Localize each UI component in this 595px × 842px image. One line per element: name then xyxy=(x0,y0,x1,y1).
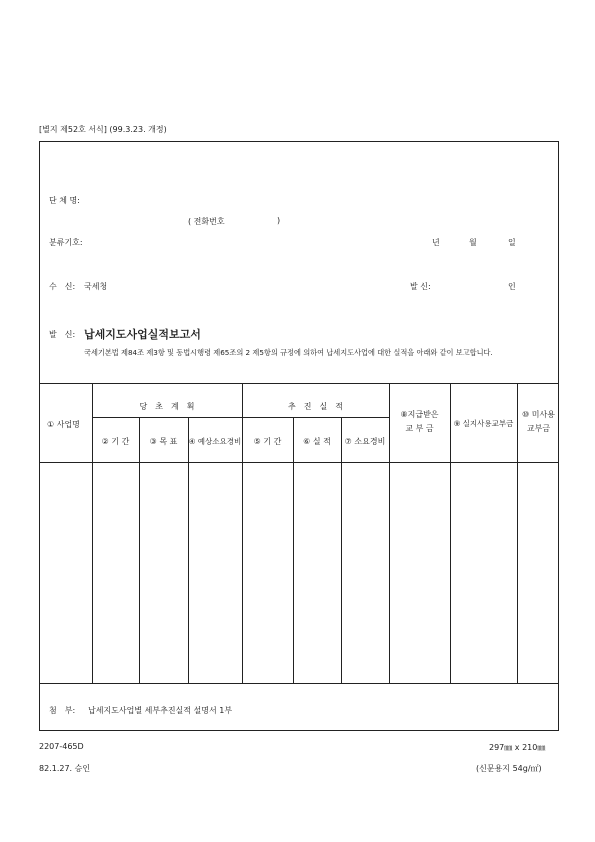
report-title: 납세지도사업실적보고서 xyxy=(84,328,201,341)
table-divider xyxy=(139,417,140,683)
report-body-text: 국세기본법 제84조 제3항 및 동법시행령 제65조의 2 제5항의 규정에 의하여 납세지도사업에 대한 실적을 아래와 같이 보고합니다. xyxy=(84,348,493,357)
sender-label: 발 신: xyxy=(410,282,431,291)
col-performance: ⑥ 실 적 xyxy=(303,437,331,446)
table-divider xyxy=(242,383,243,683)
table-bottom-border xyxy=(40,683,558,684)
table-divider xyxy=(92,417,389,418)
table-top-border xyxy=(40,383,558,384)
paper-type: (신문용지 54g/㎡) xyxy=(476,764,542,773)
col-expected-cost: ④ 예상소요경비 xyxy=(188,437,242,446)
phone-close: ) xyxy=(277,216,281,225)
col-period-plan: ② 기 간 xyxy=(101,437,130,446)
col-period-result: ⑤ 기 간 xyxy=(253,437,282,446)
org-name-label: 단 체 명: xyxy=(49,196,80,205)
col-actual-cost: ⑦ 소요경비 xyxy=(344,437,386,446)
approval-date: 82.1.27. 승인 xyxy=(39,764,91,773)
date-year: 년 xyxy=(432,238,440,247)
table-divider xyxy=(341,417,342,683)
attachment-label: 첨 부: xyxy=(49,706,76,715)
class-code-label: 분류기호: xyxy=(49,238,83,247)
table-divider xyxy=(92,383,93,683)
group-plan: 당 초 계 획 xyxy=(139,402,195,411)
date-month: 월 xyxy=(469,238,477,247)
table-divider xyxy=(293,417,294,683)
subject-label: 발 신: xyxy=(49,330,76,339)
col-received-grant: ⑧지급받은 xyxy=(400,410,439,419)
report-form xyxy=(39,141,559,731)
col-unused-grant-2: 교부금 xyxy=(526,424,551,433)
form-code: 2207-465D xyxy=(39,742,84,751)
date-day: 일 xyxy=(508,238,516,247)
recipient-label: 수 신: xyxy=(49,282,76,291)
col-unused-grant: ⑩ 미사용 xyxy=(522,410,555,419)
col-used-grant: ⑨ 실지사용교부금 xyxy=(453,419,514,428)
seal-mark: 인 xyxy=(508,282,516,291)
group-result: 추 진 실 적 xyxy=(288,402,343,411)
col-received-grant-2: 교 부 금 xyxy=(405,424,434,433)
paper-size: 297㎜ x 210㎜ xyxy=(489,743,546,752)
attachment-value: 납세지도사업별 세부추진실적 설명서 1부 xyxy=(88,706,233,715)
table-divider xyxy=(40,462,558,463)
col-business-name: ① 사업명 xyxy=(47,420,80,429)
phone-label: ( 전화번호 xyxy=(188,217,225,226)
col-goal: ③ 목 표 xyxy=(149,437,178,446)
recipient-value: 국세청 xyxy=(84,282,108,291)
form-reference: [별지 제52호 서식] (99.3.23. 개정) xyxy=(39,125,167,134)
table-divider xyxy=(188,417,189,683)
